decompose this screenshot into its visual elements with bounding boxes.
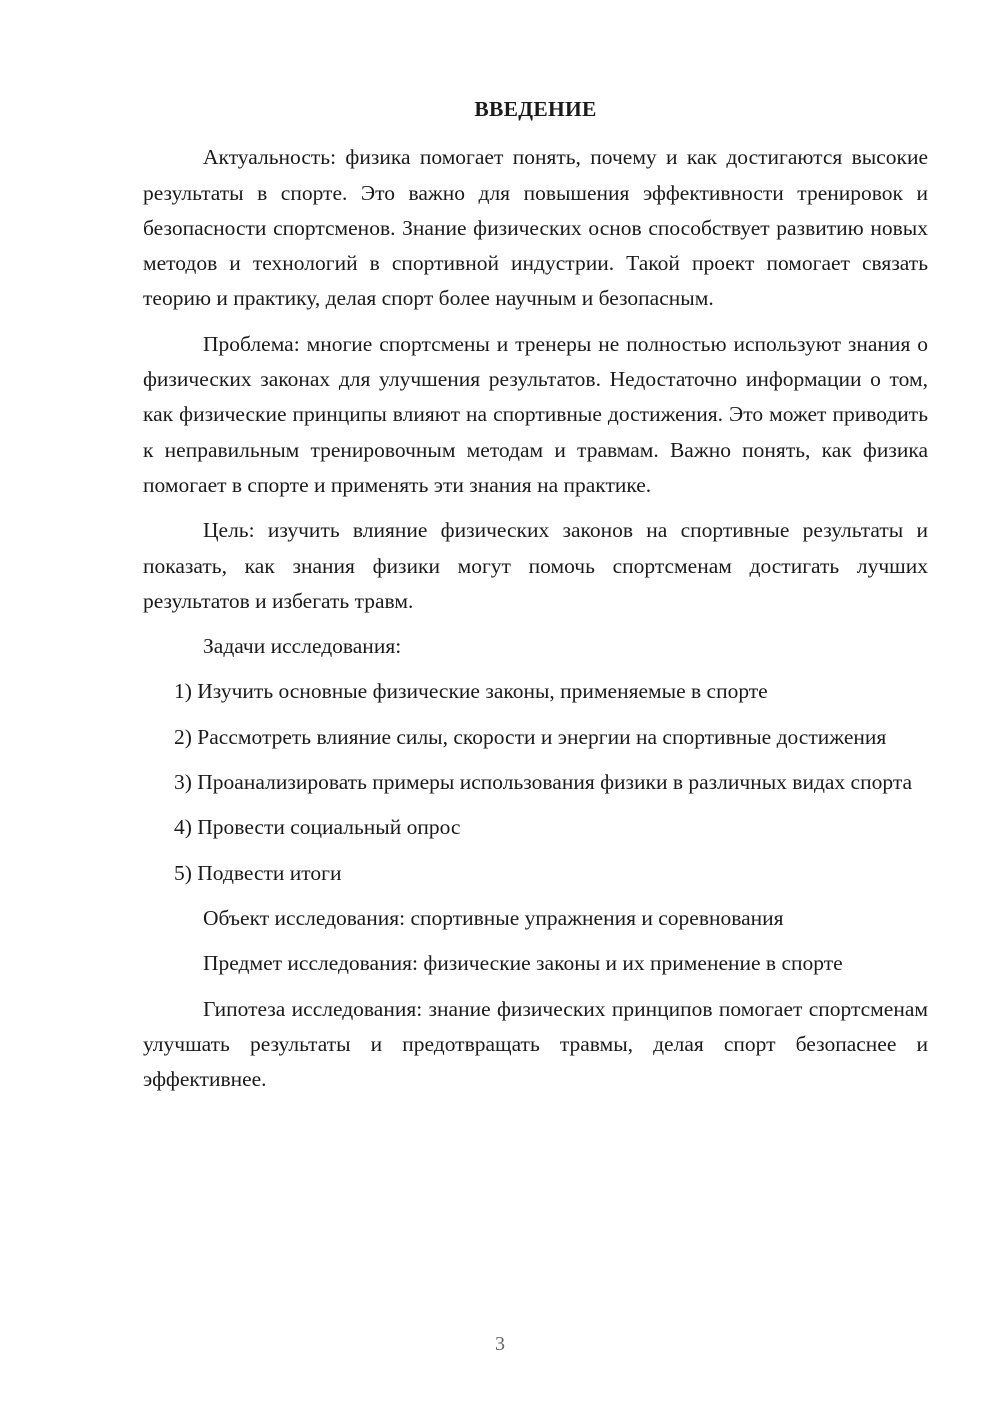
task-item-4: 4) Провести социальный опрос	[174, 815, 461, 840]
paragraph-subject: Предмет исследования: физические законы и их применение в спорте	[203, 951, 843, 976]
task-item-3: 3) Проанализировать примеры использования физики в различных видах спорта	[174, 770, 913, 795]
paragraph-relevance: Актуальность: физика помогает понять, почему и как достигаются высокие результаты в спорте. Это важно для повышения эффективности тренировок и безопасности спортсменов. Знание физических основ способствует развитию новых методов и технологий в спортивной индустрии. Такой проект помогает связать теорию и практику, делая спорт более научным и безопасным.	[143, 145, 928, 311]
task-item-1: 1) Изучить основные физические законы, применяемые в спорте	[174, 679, 768, 704]
section-title: ВВЕДЕНИЕ	[474, 97, 597, 121]
paragraph-hypothesis: Гипотеза исследования: знание физических принципов помогает спортсменам улучшать результаты и предотвращать травмы, делая спорт безопаснее и эффективнее.	[143, 996, 928, 1092]
page-number: 3	[495, 1333, 505, 1355]
task-item-2: 2) Рассмотреть влияние силы, скорости и энергии на спортивные достижения	[174, 724, 887, 749]
paragraph-object: Объект исследования: спортивные упражнения и соревнования	[203, 905, 784, 930]
document-page	[143, 92, 928, 1107]
tasks-heading: Задачи исследования:	[203, 634, 402, 659]
paragraph-problem: Проблема: многие спортсмены и тренеры не полностью используют знания о физических законах для улучшения результатов. Недостаточно информации о том, как физические принципы влияют на спортивные достижения. Это может приводить к неправильным тренировочным методам и травмам. Важно понять, как физика помогает в спорте и применять эти знания на практике.	[143, 331, 928, 497]
paragraph-goal: Цель: изучить влияние физических законов на спортивные результаты и показать, как знания физики могут помочь спортсменам достигать лучших результатов и избегать травм.	[143, 518, 928, 613]
task-item-5: 5) Подвести итоги	[174, 860, 342, 885]
